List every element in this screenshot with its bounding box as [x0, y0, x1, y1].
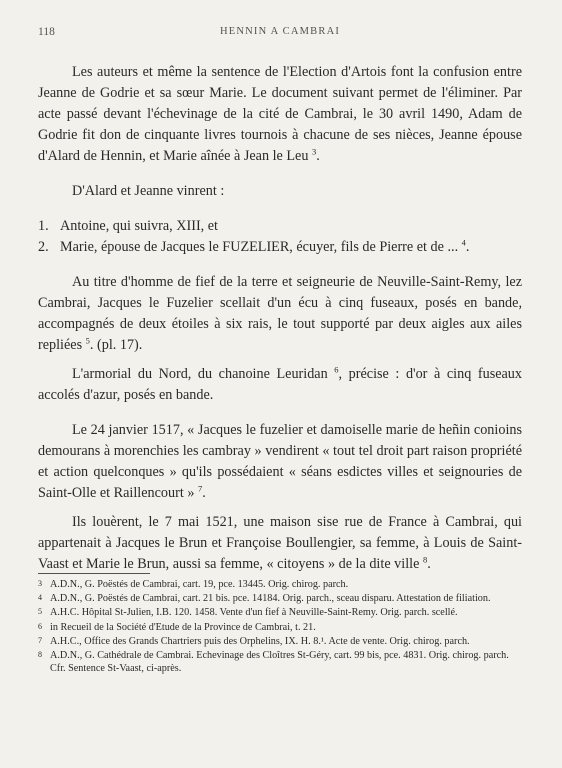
footnote — [38, 592, 522, 605]
paragraph-2: D'Alard et Jeanne vinrent : — [72, 183, 225, 199]
footnote-text: in Recueil de la Société d'Etude de la Province de Cambrai, t. 21. — [50, 621, 316, 633]
footnote-ref-7: 7 — [197, 483, 203, 494]
children-list — [38, 216, 522, 258]
footnote-mark: 7 — [38, 635, 42, 645]
paragraph-6-text: Ils louèrent, le 7 mai 1521, une maison sise rue de France à Cambrai, qui appartenait à Jacques le Brun et Françoise Boullengier, sa femme, à Louis de Saint-Vaast et Marie le Brun, aussi sa femme, « citoyens » de la dite ville — [38, 514, 522, 572]
footnotes — [38, 578, 522, 676]
list-item — [38, 237, 522, 258]
paragraph-6-tail: . — [427, 556, 431, 572]
list-item — [38, 216, 522, 237]
paragraph-4-text: L'armorial du Nord, du chanoine Leuridan — [72, 366, 328, 382]
footnote — [38, 621, 522, 634]
paragraph-5 — [38, 420, 522, 504]
footnote-ref-8: 8 — [422, 554, 428, 565]
footnote-text: A.H.C., Office des Grands Chartriers puis des Orphelins, IX. H. 8.¹. Acte de vente. Orig. chirog. parch. — [50, 635, 470, 647]
footnote-mark: 3 — [38, 579, 42, 588]
footnote-mark: 8 — [38, 650, 42, 660]
list-item-number: 1. — [38, 218, 49, 234]
body-text — [38, 62, 522, 575]
list-item-text: Antoine, qui suivra, XIII, et — [60, 218, 218, 234]
paragraph-3 — [38, 272, 522, 356]
footnote-text: A.D.N., G. Cathédrale de Cambrai. Echevinage des Cloîtres St-Géry, cart. 99 bis, pce. 4831. Orig. chirog. parch. Cfr. Sentence St-Vaast, ci-après. — [50, 650, 509, 675]
footnote — [38, 635, 522, 648]
footnote-mark: 5 — [38, 607, 42, 617]
footnote-text: A.H.C. Hôpital St-Julien, I.B. 120. 1458. Vente d'un fief à Neuville-Saint-Remy. Orig. parch. scellé. — [50, 607, 458, 619]
footnote-text: A.D.N., G. Poëstés de Cambrai, cart. 21 bis. pce. 14184. Orig. parch., sceau disparu. Attestation de filiation. — [50, 593, 491, 605]
footnote-mark: 4 — [38, 593, 42, 603]
paragraph-5-text: Le 24 janvier 1517, « Jacques le fuzelier et damoiselle marie de heñin conioins demourans à morenchies les cambray » vendirent « tout tel droit part raison propriété et action quelconques » qu'ils possédaient « séans esdictes villes et seignouries de Saint-Olle et Raillencourt » — [38, 422, 522, 501]
paragraph-1-text: Les auteurs et même la sentence de l'Election d'Artois font la confusion entre Jeanne de Godrie et sa sœur Marie. Le document suivant permet de l'éliminer. Par acte passé devant l'échevinage de la cité de Cambrai, le 30 avril 1490, Adam de Godrie fit don de cinquante livres tournois à chacune de ses nièces, Jeanne épouse d'Alard de Hennin, et Marie aînée à Jean le Leu — [38, 64, 522, 164]
page-header — [38, 26, 522, 40]
paragraph-4-tail: , précise : d'or à cinq fuseaux accolés d'azur, posés en bande. — [38, 366, 522, 403]
paragraph-6 — [38, 512, 522, 575]
list-item-number: 2. — [38, 239, 49, 255]
footnote-ref-4: 4 — [461, 237, 466, 248]
paragraph-3-text: Au titre d'homme de fief de la terre et seigneurie de Neuville-Saint-Remy, lez Cambrai, Jacques le Fuzelier scellait d'un écu à cinq fuseaux, posés en bande, accompagnés de deux étoiles à six rais, le tout supporté par deux aigles aux ailes repliées — [38, 274, 522, 353]
footnote-ref-3: 3 — [311, 146, 317, 157]
footnote-ref-6: 6 — [334, 364, 339, 375]
paragraph-1: Les auteurs et même la sentence de l'Election d'Artois font la confusion entre Jeanne de Godrie et sa sœur Marie. Le document suivant permet de l'éliminer. Par acte passé devant l'échevinage de la cité de Cambrai, le 30 avril 1490, Adam de Godrie fit don de cinquante livres tournois à chacune de ses nièces, Jeanne épouse d'Alard de Hennin, et Marie aînée à Jean le Leu $^3$. — [38, 64, 522, 164]
footnote-ref-5: 5 — [85, 335, 90, 346]
paragraph-5-tail: . — [202, 485, 206, 501]
footnote — [38, 606, 522, 619]
page-number: 118 — [38, 26, 55, 38]
footnote — [38, 578, 522, 591]
paragraph-3-tail: . (pl. 17). — [89, 337, 143, 353]
list-item-text-body: Marie, épouse de Jacques le FUZELIER, écuyer, fils de Pierre et de ... — [60, 239, 459, 255]
footnote-divider — [38, 573, 150, 574]
paragraph-4 — [38, 364, 522, 406]
running-title: HENNIN A CAMBRAI — [219, 26, 341, 37]
footnote — [38, 649, 522, 675]
footnote-mark: 6 — [38, 621, 42, 631]
list-item-text: Marie, épouse de Jacques le FUZELIER, écuyer, fils de Pierre et de ... $^4$. — [60, 237, 470, 255]
footnote-text: A.D.N., G. Poëstés de Cambrai, cart. 19, pce. 13445. Orig. chirog. parch. — [50, 579, 349, 590]
